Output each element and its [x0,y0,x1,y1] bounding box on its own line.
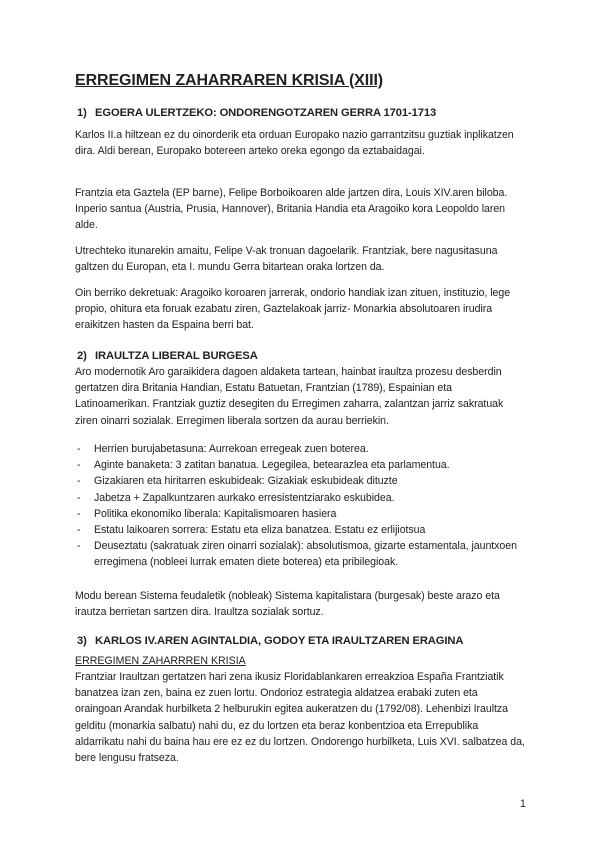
list-item: - Jabetza + Zapalkuntzaren aurkako erresistentziarako eskubidea. [75,490,527,506]
section-1-paragraph-1: Karlos II.a hiltzean ez du oinorderik eta orduan Europako nazio garrantzitsu guztiak inplikatzen dira. Aldi berean, Europako botereen arteko oreka egongo da eztabaidagai. [75,129,514,158]
bullet-dash: - [77,507,81,520]
bullet-dash: - [77,491,81,504]
section-2-closing: Modu berean Sistema feudaletik (nobleak) Sistema kapitalistara (burgesak) beste arazo eta irautza berrietan sartzen dira. Iraultza sozialak sortuz. [75,590,500,619]
section-2-number: 2) [77,350,87,362]
document-title: ERREGIMEN ZAHARRAREN KRISIA (XIII) [75,72,384,89]
section-3-paragraph: Frantziar Iraultzan gertatzen hari zena ikusiz Floridablankaren erreakzioa España Frantziatik banatzea izan zen, baina ez zuen lortu. Ondorioz estrategia aldatzea erabaki zuten eta oraingoan Arandak hurbilketa 2 helburukin egitea aukeratzen du (1792/08). Lehenbizi Iraultza gelditu (monarkia salbatu) nahi du, ez du lortzen eta beraz konbentzioa eta Errepublika aldarrikatu nahi du baina hau ere ez ez du lortzen. Ondorengo hurbilketa, Luis XVI. salbatzea da, bere lengusu fratseza. [75,671,525,765]
section-2-title: IRAULTZA LIBERAL BURGESA [95,350,258,362]
section-1-number: 1) [77,107,87,119]
bullet-dash: - [77,443,81,455]
section-3-subheading: ERREGIMEN ZAHARRREN KRISIA [75,655,246,667]
list-item: - Deuseztatu (sakratuak ziren oinarri sozialak): absolutismoa, gizarte estamentala, jauntxoen erregimena (nobleei lurrak ematen diete boterea) eta pribilegioak. [77,540,517,569]
bullet-dash: - [77,459,81,472]
list-item: - Aginte banaketa: 3 zatitan banatua. Legegilea, betearazlea eta parlamentua. [75,457,527,473]
section-1-title: EGOERA ULERTZEKO: ONDORENGOTZAREN GERRA 1701-1713 [95,107,437,119]
section-1-paragraph-4: Oin berriko dekretuak: Aragoiko koroaren jarrerak, ondorio handiak izan zituen, instituzio, lege propio, ohitura eta foruak ezabatu ziren, Gaztelakoak jarriz- Monarkia absolutoaren irudira eraikitzen hasten da Espaina berri bat. [75,287,511,332]
section-1-paragraph-3: Utrechteko itunarekin amaitu, Felipe V-ak tronuan dagoelarik. Frantziak, bere nagusitasuna galtzen du Europan, eta I. mundu Gerra bitartean oraka lortzen da. [75,245,498,274]
section-1-heading [77,107,436,119]
section-2-bullet-list [75,441,527,571]
section-3-title: KARLOS IV.AREN AGINTALDIA, GODOY ETA IRAULTZAREN ERAGINA [95,635,464,647]
list-item: - Estatu laikoaren sorrera: Estatu eta eliza banatzea. Estatu ez erlijiotsua [75,522,527,538]
bullet-dash: - [77,524,81,537]
page-number: 1 [520,798,526,810]
section-2-heading [77,350,258,362]
section-1-paragraph-2: Frantzia eta Gaztela (EP barne), Felipe Borboikoaren alde jartzen dira, Louis XIV.aren biloba. Inperio santua (Austria, Prusia, Hannover), Britania Handia eta Aragoiko kora Leopoldo laren alde. [75,187,508,232]
list-item: - Politika ekonomiko liberala: Kapitalismoaren hasiera [75,506,527,522]
section-3-heading [77,635,463,647]
list-item: - Gizakiaren eta hiritarren eskubideak: Gizakiak eskubideak dituzte [75,473,527,489]
bullet-dash: - [77,540,81,553]
list-item: - Herrien burujabetasuna: Aurrekoan erregeak zuen boterea. [75,441,527,457]
section-2-intro: Aro modernotik Aro garaikidera dagoen aldaketa tartean, hainbat iraultza prozesu desberdin gertatzen dira Britania Handian, Estatu Batuetan, Frantzian (1789), Espainian eta Latinoamerikan. Frantziak guztiz desegiten du Erregimen zaharra, zalantzan jarriz sakratuak ziren oinarri sozialak. Erregimen liberala sortzen da aurau berriekin. [75,366,504,427]
bullet-dash: - [77,475,81,488]
section-3-number: 3) [77,635,87,647]
